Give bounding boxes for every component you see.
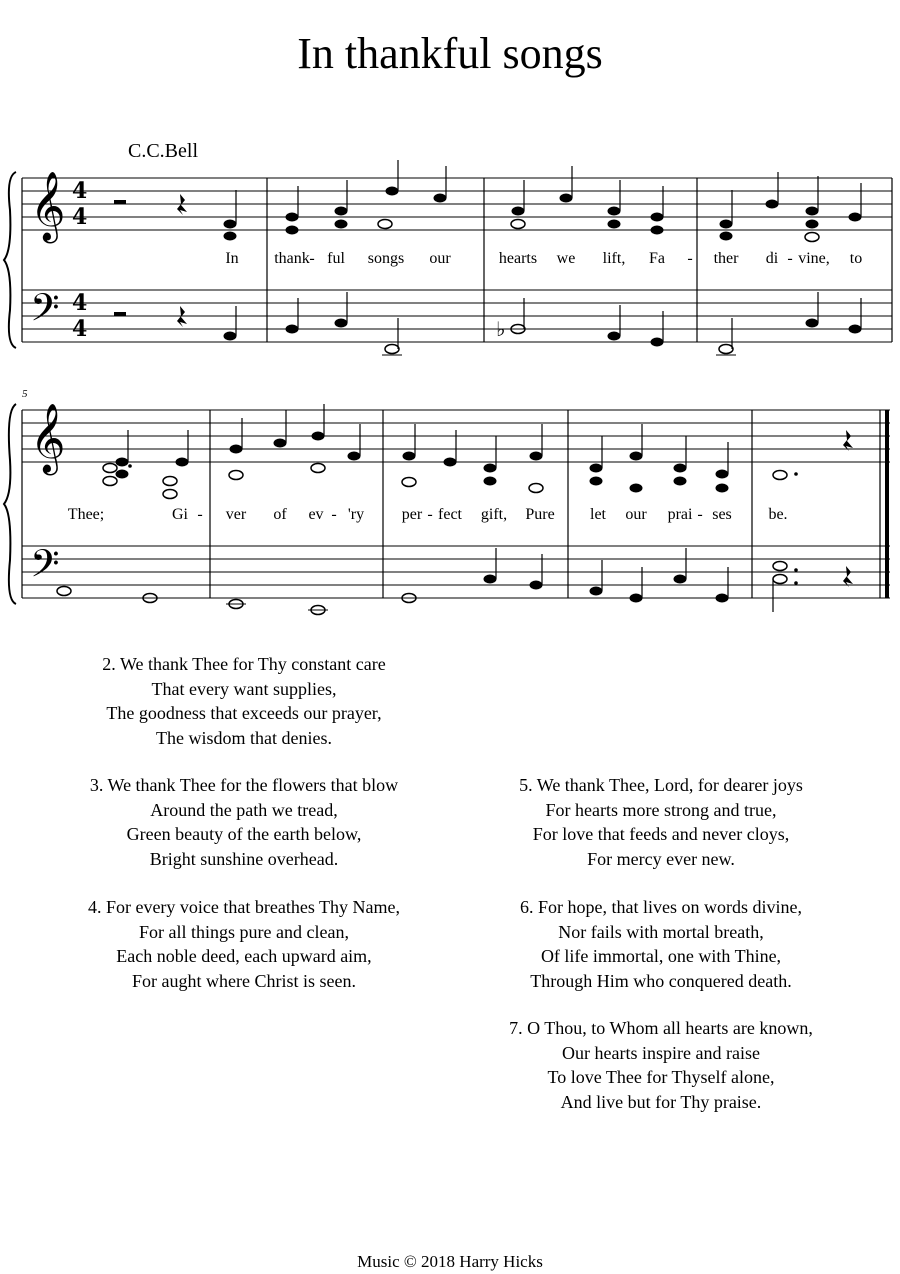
verse-line: For love that feeds and never cloys,: [532, 824, 790, 844]
lyric-syllable: ev: [308, 506, 324, 523]
verse-line: Around the path we tread,: [150, 799, 338, 820]
lyric-hyphen: -: [309, 250, 315, 267]
bass-staff-1: [22, 290, 892, 342]
svg-text:4: 4: [72, 290, 88, 316]
bass-clef-2: 𝄢: [30, 541, 60, 595]
verse-3: [64, 773, 424, 871]
lyric-syllable: songs: [367, 250, 405, 267]
bass-staff-2: [22, 546, 890, 598]
verse-line: Our hearts inspire and raise: [562, 1042, 760, 1063]
verse-line: The goodness that exceeds our prayer,: [106, 703, 382, 723]
lyric-syllable: let: [590, 506, 606, 523]
svg-text:4: 4: [72, 204, 88, 230]
verse-line: Through Him who conquered death.: [530, 970, 792, 991]
verse-line: Nor fails with mortal breath,: [558, 921, 764, 942]
lyric-hyphen: -: [197, 506, 203, 523]
verse-7: [481, 1016, 841, 1114]
lyric-syllable: we: [556, 250, 576, 267]
verse-line: 4. For every voice that breathes Thy Name,: [87, 897, 401, 917]
verse-line: For mercy ever new.: [587, 848, 735, 869]
copyright-footer: Music © 2018 Harry Hicks: [357, 1252, 543, 1271]
lyric-syllable: be.: [768, 506, 788, 523]
verse-line: Bright sunshine overhead.: [149, 848, 339, 869]
verse-line: Green beauty of the earth below,: [126, 824, 362, 844]
lyric-syllable: lift,: [602, 250, 626, 267]
verse-line: 7. O Thou, to Whom all hearts are known,: [509, 1018, 813, 1038]
stems-system-1-treble: [236, 160, 861, 224]
lyric-syllable: In: [225, 250, 239, 267]
verse-line: To love Thee for Thyself alone,: [547, 1067, 775, 1087]
lyric-syllable: to: [849, 250, 863, 267]
verse-line: The wisdom that denies.: [156, 727, 332, 748]
verse-line: 5. We thank Thee, Lord, for dearer joys: [519, 775, 803, 795]
lyric-hyphen: -: [787, 250, 793, 267]
time-signatures: [72, 178, 87, 342]
verse-line: 2. We thank Thee for Thy constant care: [102, 654, 386, 674]
lyric-syllable: of: [273, 506, 287, 523]
lyric-syllable: 'ry: [347, 506, 365, 523]
verse-line: 6. For hope, that lives on words divine,: [520, 897, 802, 917]
lyric-hyphen: -: [331, 506, 337, 523]
verse-5: [481, 773, 841, 871]
composer-credit: C.C.Bell: [128, 140, 199, 162]
verse-line: And live but for Thy praise.: [560, 1091, 762, 1112]
page-title: In thankful songs: [297, 29, 603, 78]
verse-line: 3. We thank Thee for the flowers that blow: [89, 775, 399, 795]
treble-clef-1: 𝄞: [30, 171, 66, 241]
measure-number: 5: [22, 388, 28, 400]
verse-line: For hearts more strong and true,: [545, 799, 777, 820]
verse-line: That every want supplies,: [151, 678, 337, 699]
lyric-hyphen: -: [687, 250, 693, 267]
notes-system-1-treble: [224, 187, 862, 241]
lyric-syllable: ses: [712, 506, 732, 523]
lyric-hyphen: -: [697, 506, 703, 523]
lyric-syllable: ther: [713, 250, 739, 267]
treble-clef-2: 𝄞: [30, 403, 66, 473]
verse-line: Of life immortal, one with Thine,: [540, 946, 782, 966]
lyric-syllable: Fa: [649, 250, 665, 267]
lyric-syllable: di: [765, 250, 779, 267]
lyric-syllable: ver: [225, 506, 247, 523]
verse-line: For aught where Christ is seen.: [132, 970, 356, 991]
lyric-syllable: gift,: [480, 506, 508, 523]
lyric-syllable: vine,: [798, 250, 830, 267]
lyric-syllable: prai: [667, 506, 693, 523]
treble-staff-1: [22, 178, 892, 230]
verse-line: For all things pure and clean,: [139, 921, 349, 942]
brace-2: [4, 404, 16, 604]
lyric-syllable: Thee;: [67, 506, 105, 523]
lyric-syllable: our: [625, 506, 647, 523]
flat-sign: ♭: [496, 317, 506, 341]
svg-text:4: 4: [72, 178, 88, 204]
lyric-syllable: our: [429, 250, 451, 267]
lyric-syllable: Pure: [525, 506, 555, 523]
verse-line: Each noble deed, each upward aim,: [116, 946, 372, 966]
verse-2: [64, 652, 424, 750]
verse-6: [481, 895, 841, 993]
lyric-syllable: Gi: [172, 506, 188, 523]
lyric-syllable: fect: [438, 506, 462, 523]
barlines: [22, 178, 892, 598]
lyric-syllable: per: [401, 506, 423, 523]
notes-system-2-bass: [57, 562, 787, 615]
svg-text:4: 4: [72, 316, 88, 342]
lyric-hyphen: -: [427, 506, 433, 523]
brace-1: [4, 172, 16, 348]
bass-clef-1: 𝄢: [30, 285, 60, 339]
lyric-syllable: hearts: [498, 250, 538, 267]
verse-4: [64, 895, 424, 993]
lyric-syllable: ful: [327, 250, 345, 267]
lyric-syllable: thank: [274, 250, 310, 267]
